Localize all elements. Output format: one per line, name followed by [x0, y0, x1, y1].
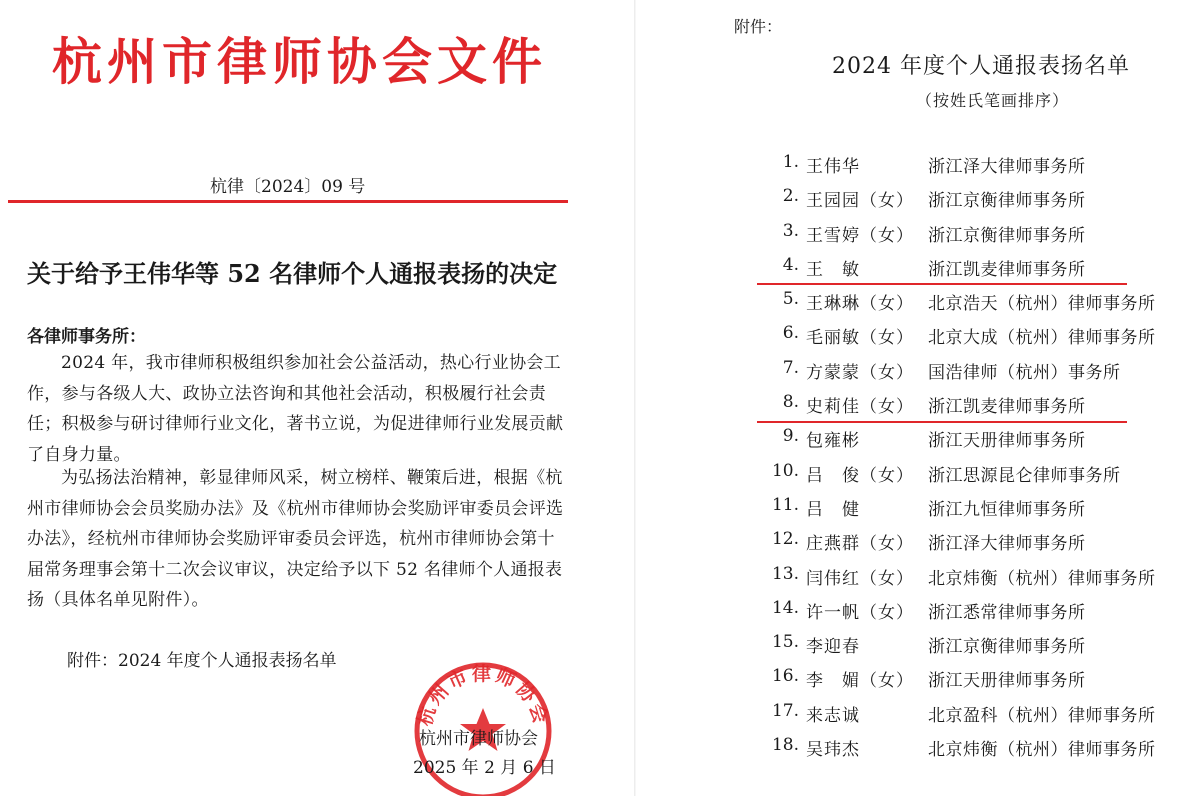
honoree-firm: 浙江天册律师事务所: [928, 671, 1086, 692]
honoree-name: 吴玮杰: [806, 740, 860, 761]
decision-title: 关于给予王伟华等 52 名律师个人通报表扬的决定: [27, 259, 558, 288]
honoree-number: 12.: [771, 529, 799, 550]
table-row: [636, 217, 1200, 251]
honoree-firm: 北京盈科（杭州）律师事务所: [928, 705, 1156, 726]
honoree-name: 吕 俊（女）: [806, 465, 914, 486]
honoree-number: 11.: [771, 494, 799, 515]
table-row: [636, 662, 1200, 696]
table-row: [636, 628, 1200, 662]
honoree-number: 7.: [782, 357, 799, 378]
table-row: [636, 148, 1200, 182]
honoree-firm: 浙江泽大律师事务所: [928, 157, 1086, 177]
body-paragraph-1: 2024 年，我市律师积极组织参加社会公益活动，热心行业协会工作，参与各级人大、政协立法咨询和其他社会活动，积极履行社会责任；积极参与研讨律师行业文化，著书立说，为促进律师行业发展贡献了自身力量。: [27, 353, 564, 465]
honoree-name: 毛丽敏（女）: [806, 328, 914, 349]
table-row: [636, 594, 1200, 628]
honoree-firm: 浙江泽大律师事务所: [928, 534, 1086, 555]
honoree-firm: 浙江凯麦律师事务所: [928, 397, 1086, 418]
table-row: [636, 731, 1200, 765]
honoree-firm: 浙江思源昆仑律师事务所: [928, 465, 1121, 486]
table-row: [636, 422, 1200, 456]
highlight-underline-row-8: [757, 421, 1127, 423]
honoree-number: 6.: [782, 323, 799, 344]
honoree-list: [636, 148, 1200, 765]
honoree-name: 庄燕群（女）: [806, 534, 914, 555]
honoree-firm: 浙江悉常律师事务所: [928, 602, 1086, 623]
honoree-name: 来志诚: [806, 705, 860, 726]
honoree-firm: 北京炜衡（杭州）律师事务所: [928, 740, 1156, 761]
body-paragraph-2: 为弘扬法治精神，彰显律师风采，树立榜样、鞭策后进，根据《杭州市律师协会会员奖励办法》及《杭州市律师协会奖励评审委员会评选办法》，经杭州市律师协会奖励评审委员会评选，杭州市律师协会第十届常务理事会第十二次会议审议，决定给予以下 52 名律师个人通报表扬（具体名单见附件）。: [27, 468, 564, 610]
honoree-number: 17.: [771, 700, 799, 721]
honoree-number: 5.: [782, 289, 799, 310]
table-row: [636, 457, 1200, 491]
honoree-name: 史莉佳（女）: [806, 397, 914, 418]
honoree-number: 16.: [771, 666, 799, 687]
list-subtitle: （按姓氏笔画排序）: [916, 91, 1070, 110]
table-row: [636, 525, 1200, 559]
attachment-label: 附件：: [734, 17, 783, 36]
honoree-number: 2.: [782, 186, 799, 207]
table-row: [636, 285, 1200, 319]
honoree-number: 8.: [782, 392, 799, 413]
honoree-name: 吕 健: [806, 499, 860, 520]
document-number: 杭律〔2024〕09 号: [210, 177, 366, 197]
right-page: [636, 0, 1200, 796]
honoree-firm: 浙江京衡律师事务所: [928, 637, 1086, 658]
honoree-number: 10.: [771, 460, 799, 481]
honoree-number: 18.: [771, 735, 799, 756]
honoree-firm: 浙江凯麦律师事务所: [928, 259, 1086, 280]
honoree-number: 15.: [771, 632, 799, 653]
honoree-name: 李 媚（女）: [806, 671, 914, 692]
seal-text: 杭州市律师协会: [413, 662, 553, 729]
honoree-firm: 浙江京衡律师事务所: [928, 191, 1086, 212]
honoree-number: 14.: [771, 597, 799, 618]
honoree-name: 李迎春: [806, 637, 860, 658]
honoree-firm: 北京大成（杭州）律师事务所: [928, 328, 1156, 349]
honoree-name: 闫伟红（女）: [806, 568, 914, 589]
table-row: [636, 560, 1200, 594]
honoree-name: 王雪婷（女）: [806, 225, 914, 246]
attachment-note: 附件：2024 年度个人通报表扬名单: [67, 651, 337, 671]
signature-organization: 杭州市律师协会: [419, 729, 538, 749]
honoree-name: 王琳琳（女）: [806, 294, 914, 315]
table-row: [636, 697, 1200, 731]
table-row: [636, 491, 1200, 525]
honoree-firm: 北京浩天（杭州）律师事务所: [928, 294, 1156, 315]
table-row: [636, 354, 1200, 388]
honoree-name: 王园园（女）: [806, 191, 914, 212]
honoree-name: 王 敏: [806, 259, 860, 280]
honoree-firm: 浙江九恒律师事务所: [928, 499, 1086, 520]
honoree-firm: 国浩律师（杭州）事务所: [928, 362, 1121, 383]
honoree-name: 包雍彬: [806, 431, 860, 452]
list-title: 2024 年度个人通报表扬名单: [832, 54, 1130, 79]
red-header-rule: [8, 200, 568, 203]
honoree-firm: 北京炜衡（杭州）律师事务所: [928, 568, 1156, 589]
honoree-number: 1.: [782, 152, 799, 172]
honoree-name: 王伟华: [806, 157, 860, 177]
salutation: 各律师事务所：: [27, 327, 146, 347]
table-row: [636, 388, 1200, 422]
document-header-title: 杭州市律师协会文件: [52, 32, 547, 91]
signature-date: 2025 年 2 月 6 日: [413, 758, 556, 778]
honoree-firm: 浙江天册律师事务所: [928, 431, 1086, 452]
honoree-number: 13.: [771, 563, 799, 584]
table-row: [636, 319, 1200, 353]
table-row: [636, 182, 1200, 216]
honoree-name: 方蒙蒙（女）: [806, 362, 914, 383]
honoree-number: 4.: [782, 254, 799, 275]
honoree-firm: 浙江京衡律师事务所: [928, 225, 1086, 246]
highlight-underline-row-4: [757, 283, 1127, 285]
table-row: [636, 251, 1200, 285]
honoree-name: 许一帆（女）: [806, 602, 914, 623]
honoree-number: 9.: [782, 426, 799, 447]
honoree-number: 3.: [782, 220, 799, 241]
